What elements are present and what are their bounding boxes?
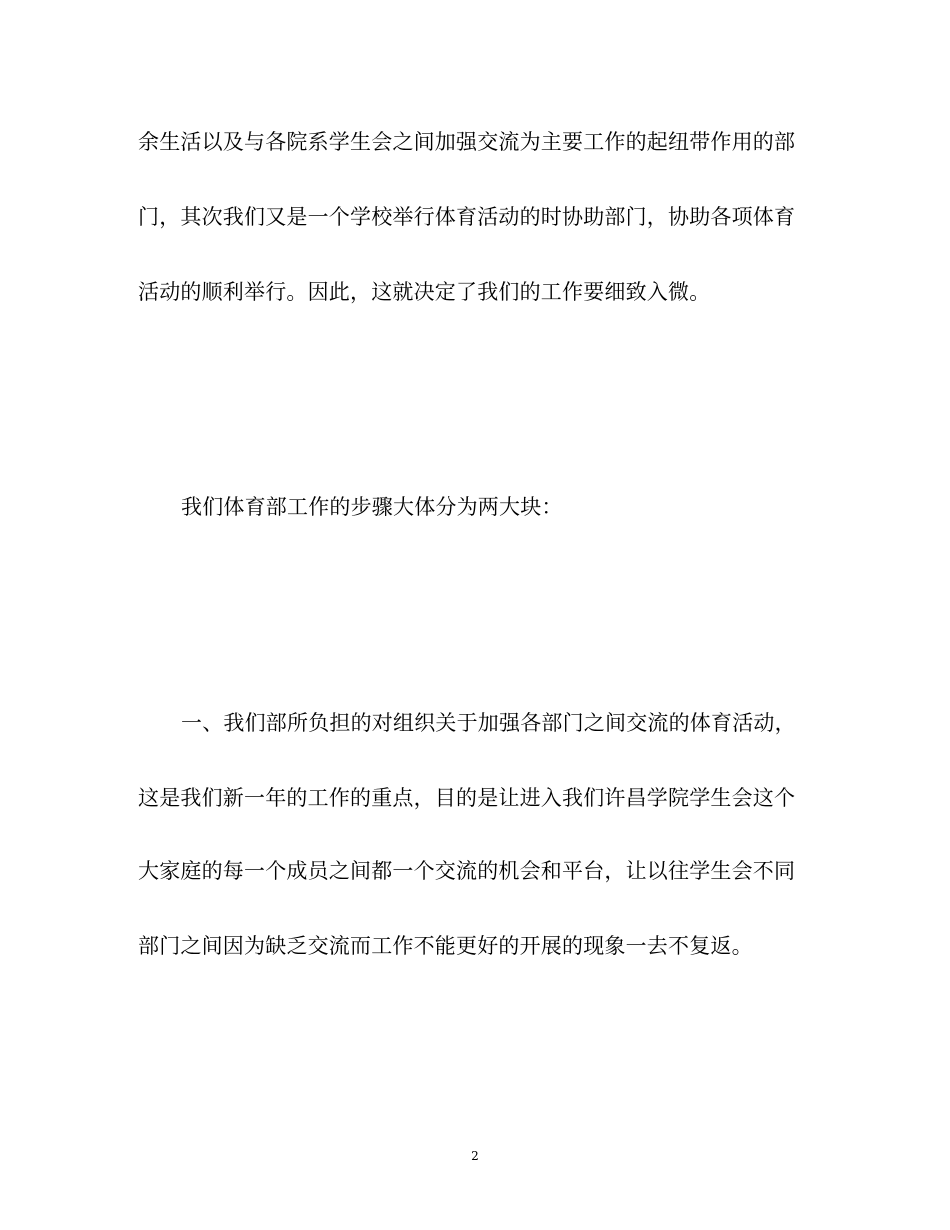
paragraph-line: 大家庭的每一个成员之间都一个交流的机会和平台，让以往学生会不同: [138, 859, 796, 883]
page-number: 2: [471, 1149, 479, 1163]
paragraph-line: 一、我们部所负担的对组织关于加强各部门之间交流的体育活动，: [181, 711, 796, 735]
paragraph-line: 部门之间因为缺乏交流而工作不能更好的开展的现象一去不复返。: [138, 934, 753, 958]
paragraph-line: 这是我们新一年的工作的重点，目的是让进入我们许昌学院学生会这个: [138, 786, 796, 810]
paragraph-line: 活动的顺利举行。因此，这就决定了我们的工作要细致入微。: [138, 280, 711, 304]
paragraph-line: 门，其次我们又是一个学校举行体育活动的时协助部门，协助各项体育: [138, 205, 796, 229]
paragraph-line: 我们体育部工作的步骤大体分为两大块：: [181, 495, 563, 519]
paragraph-line: 余生活以及与各院系学生会之间加强交流为主要工作的起纽带作用的部: [138, 130, 796, 154]
